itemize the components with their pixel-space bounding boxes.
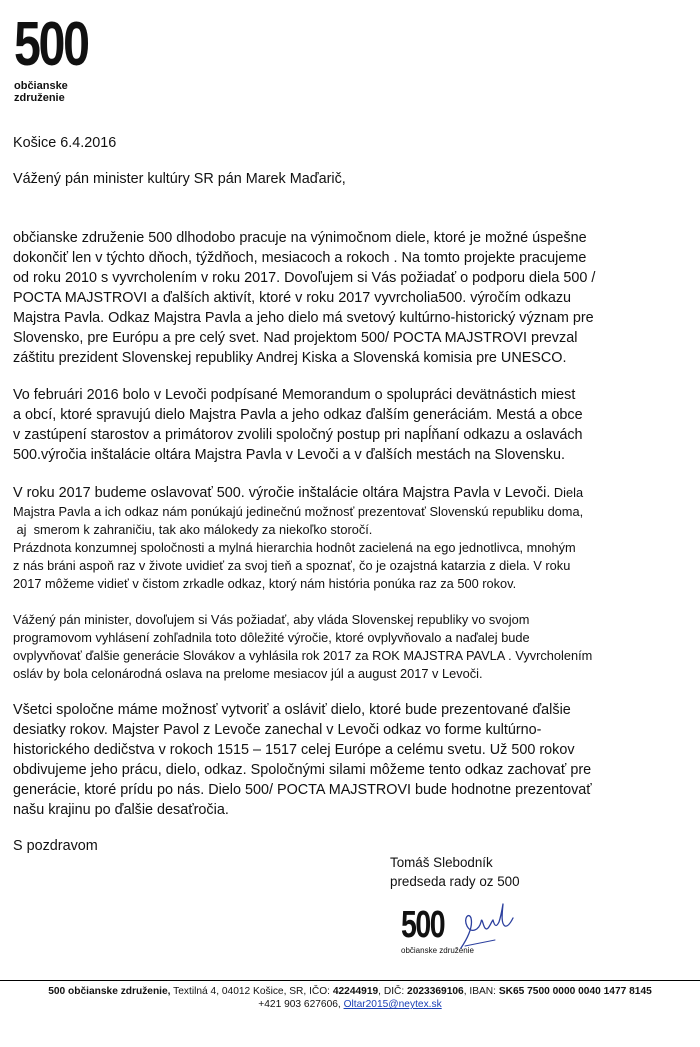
paragraph-line: Majstra Pavla a ich odkaz nám ponúkajú jedinečnú možnosť prezentovať Slovenskú republiku doma, — [13, 504, 584, 519]
paragraph-line: historického dedičstva v rokoch 1515 – 1517 celej Európe a celému svetu. Už 500 rokov — [13, 742, 575, 758]
paragraph-line: aj smerom k zahraničiu, tak ako málokedy za niekoľko storočí. — [13, 522, 373, 537]
paragraph-line: obdivujeme jeho prácu, dielo, odkaz. Spoločnými silami môžeme tento odkaz zachovať pre — [13, 762, 592, 778]
footer-line-2 — [0, 998, 700, 1011]
paragraph-4 — [13, 611, 683, 683]
paragraph-line: v zastúpení starostov a primátorov zvolili spoločný postup pri napĺňaní odkazu a oslavách — [13, 427, 583, 443]
footer-address: Textilná 4, 04012 Košice, SR, IČO: — [170, 986, 333, 997]
paragraph-line: 2017 môžeme vidieť v čistom zrkadle odkaz, ktorý nám história ponúka raz za 500 rokov. — [13, 576, 517, 591]
paragraph-line: 500.výročia inštalácie oltára Majstra Pavla v Levoči a v ďalších mestách na Slovensku. — [13, 447, 565, 463]
paragraph-2 — [13, 385, 683, 465]
paragraph-line: občianske združenie 500 dlhodobo pracuje na výnimočnom diele, ktoré je možné úspešne — [13, 230, 587, 246]
closing: S pozdravom — [13, 838, 98, 854]
paragraph-line: programovom vyhlásení zohľadnila toto dôležité výročie, ktoré ovplyvňovalo a naďalej bude — [13, 630, 530, 645]
paragraph-line: Vo februári 2016 bolo v Levoči podpísané Memorandum o spolupráci devätnástich miest — [13, 387, 576, 403]
paragraph-line — [13, 483, 683, 503]
paragraph-line: záštitu prezident Slovenskej republiky Andrej Kiska a Slovenská komisia pre UNESCO. — [13, 350, 567, 366]
paragraph-line: Prázdnota konzumnej spoločnosti a mylná hierarchia hodnôt zacielená na ego jednotlivca, mnohým — [13, 540, 576, 555]
logo-number: 500 — [14, 10, 88, 79]
paragraph-line: ovplyvňovať ďalšie generácie Slovákov a vyhlásila rok 2017 za ROK MAJSTRA PAVLA . Vyvrcholením — [13, 648, 593, 663]
footer-org: 500 občianske združenie, — [48, 986, 171, 997]
signer-name: Tomáš Slebodník — [390, 855, 493, 870]
footer-phone: +421 903 627606, — [258, 999, 344, 1010]
paragraph-line: našu krajinu po ďalšie desaťročia. — [13, 802, 229, 818]
paragraph-1 — [13, 228, 683, 368]
paragraph-line: od roku 2010 s vyvrcholením v roku 2017. Dovoľujem si Vás požiadať o podporu diela 500 / — [13, 270, 596, 286]
footer-email-link[interactable]: Oltar2015@neytex.sk — [343, 999, 442, 1010]
footer-iban: SK65 7500 0000 0040 1477 8145 — [498, 986, 652, 997]
footer-dic: 2023369106 — [407, 986, 464, 997]
stamp-subtitle: občianske združenie — [401, 946, 474, 955]
signer-title: predseda rady oz 500 — [390, 874, 520, 889]
paragraph-line: Vážený pán minister, dovoľujem si Vás požiadať, aby vláda Slovenskej republiky vo svojom — [13, 612, 530, 627]
signer-block — [390, 853, 520, 891]
footer-ico: 42244919 — [332, 986, 379, 997]
paragraph-line: dokončiť len v týchto dňoch, týždňoch, mesiacoch a rokoch . Na tomto projekte pracujeme — [13, 250, 587, 266]
footer-iban-label: , IBAN: — [463, 986, 499, 997]
paragraph-line: z nás bráni aspoň raz v živote uvidieť za svoj tieň a spoznať, čo je ozajstná katarzia z diela. V roku — [13, 558, 571, 573]
footer-dic-label: , DIČ: — [378, 986, 408, 997]
paragraph-line: osláv by bola celonárodná oslava na prelome mesiacov júl a august 2017 v Levoči. — [13, 666, 483, 681]
paragraph-line: Majstra Pavla. Odkaz Majstra Pavla a jeho dielo má svetový kultúrno-historický význam pre — [13, 310, 594, 326]
handwritten-signature — [455, 896, 525, 956]
footer — [0, 985, 700, 1011]
paragraph-line: Slovensko, pre Európu a pre celý svet. Nad projektom 500/ POCTA MAJSTROVI prevzal — [13, 330, 578, 346]
footer-line-1 — [0, 985, 700, 998]
letter-date: Košice 6.4.2016 — [13, 135, 117, 151]
paragraph-line: a obcí, ktoré spravujú dielo Majstra Pavla a jeho odkaz ďalším generáciám. Mestá a obce — [13, 407, 583, 423]
paragraph-lead-small: Diela — [550, 485, 584, 500]
footer-divider — [0, 980, 700, 981]
paragraph-line: Všetci spoločne máme možnosť vytvoriť a osláviť dielo, ktoré bude prezentované ďalšie — [13, 702, 571, 718]
paragraph-lead: V roku 2017 budeme oslavovať 500. výročie inštalácie oltára Majstra Pavla v Levoči. — [13, 485, 551, 501]
paragraph-3 — [13, 483, 683, 593]
logo-subtitle: občianske združenie — [14, 80, 68, 104]
salutation: Vážený pán minister kultúry SR pán Marek Maďarič, — [13, 171, 346, 187]
paragraph-line: desiatky rokov. Majster Pavol z Levoče zanechal v Levoči odkaz vo forme kultúrno- — [13, 722, 542, 738]
stamp-number: 500 — [401, 904, 445, 946]
paragraph-line: POCTA MAJSTROVI a ďalších aktivít, ktoré v roku 2017 vyvrcholia500. výročím odkazu — [13, 290, 572, 306]
paragraph-5 — [13, 700, 683, 820]
letterhead-logo — [14, 10, 114, 104]
paragraph-line: generácie, ktoré prídu po nás. Dielo 500/ POCTA MAJSTROVI bude hodnotne prezentovať — [13, 782, 592, 798]
